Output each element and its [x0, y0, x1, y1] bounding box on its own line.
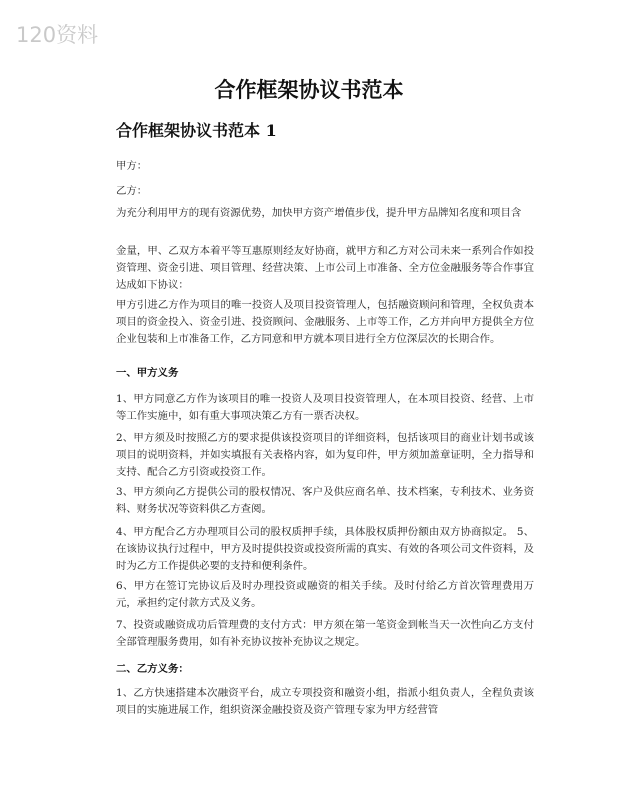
clause-item: 2、甲方须及时按照乙方的要求提供该投资项目的详细资料，包括该项目的商业计划书或该项目的说明资料，并如实填报有关表格内容，如为复印件，甲方须加盖章证明，全力指导和支持、配合乙方引资或投资工作。	[116, 432, 534, 478]
intro-paragraph: 金量，甲、乙双方本着平等互惠原则经友好协商，就甲方和乙方对公司未来一系列合作如投资管理、资金引进、项目管理、经营决策、上市公司上市准备、全方位金融服务等合作事宜达成如下协议：	[116, 245, 534, 291]
document-title: 合作框架协议书范本	[214, 77, 404, 102]
clause-item: 7、投资或融资成功后管理费的支付方式：甲方须在第一笔资金到帐当天一次性向乙方支付全部管理服务费用，如有补充协议按补充协议之规定。	[116, 619, 534, 648]
section-heading-party-b: 二、乙方义务：	[116, 663, 189, 675]
section-heading-party-a: 一、甲方义务	[116, 367, 179, 379]
intro-paragraph: 甲方引进乙方作为项目的唯一投资人及项目投资管理人，包括融资顾问和管理，全权负责本项目的资金投入、资金引进、投资顾问、金融服务、上市等工作，乙方并向甲方提供全方位企业包装和上市准备工作，乙方同意和甲方就本项目进行全方位深层次的长期合作。	[116, 299, 534, 345]
document-subtitle: 合作框架协议书范本 1	[116, 121, 277, 140]
clause-item: 1、甲方同意乙方作为该项目的唯一投资人及项目投资管理人，在本项目投资、经营、上市等工作实施中，如有重大事项决策乙方有一票否决权。	[116, 393, 534, 422]
watermark-logo: 120资料	[16, 23, 99, 47]
clause-item: 4、甲方配合乙方办理项目公司的股权质押手续，具体股权质押份额由双方协商拟定。 5、在该协议执行过程中，甲方及时提供投资或投资所需的真实、有效的各项公司文件资料，及时为乙方工作提供必要的支持和便利条件。	[116, 526, 534, 572]
party-b-label: 乙方：	[116, 185, 148, 197]
clause-item: 1、乙方快速搭建本次融资平台，成立专项投资和融资小组，指派小组负责人，全程负责该项目的实施进展工作，组织资深金融投资及资产管理专家为甲方经营管	[116, 687, 534, 716]
party-a-label: 甲方：	[116, 160, 148, 172]
clause-item: 3、甲方须向乙方提供公司的股权情况、客户及供应商名单、技术档案，专利技术、业务资料、财务状况等资料供乙方查阅。	[116, 486, 534, 515]
clause-item: 6、甲方在签订完协议后及时办理投资或融资的相关手续。及时付给乙方首次管理费用万元，承担约定付款方式及义务。	[116, 580, 534, 609]
intro-paragraph: 为充分利用甲方的现有资源优势，加快甲方资产增值步伐，提升甲方品牌知名度和项目含	[116, 207, 522, 219]
